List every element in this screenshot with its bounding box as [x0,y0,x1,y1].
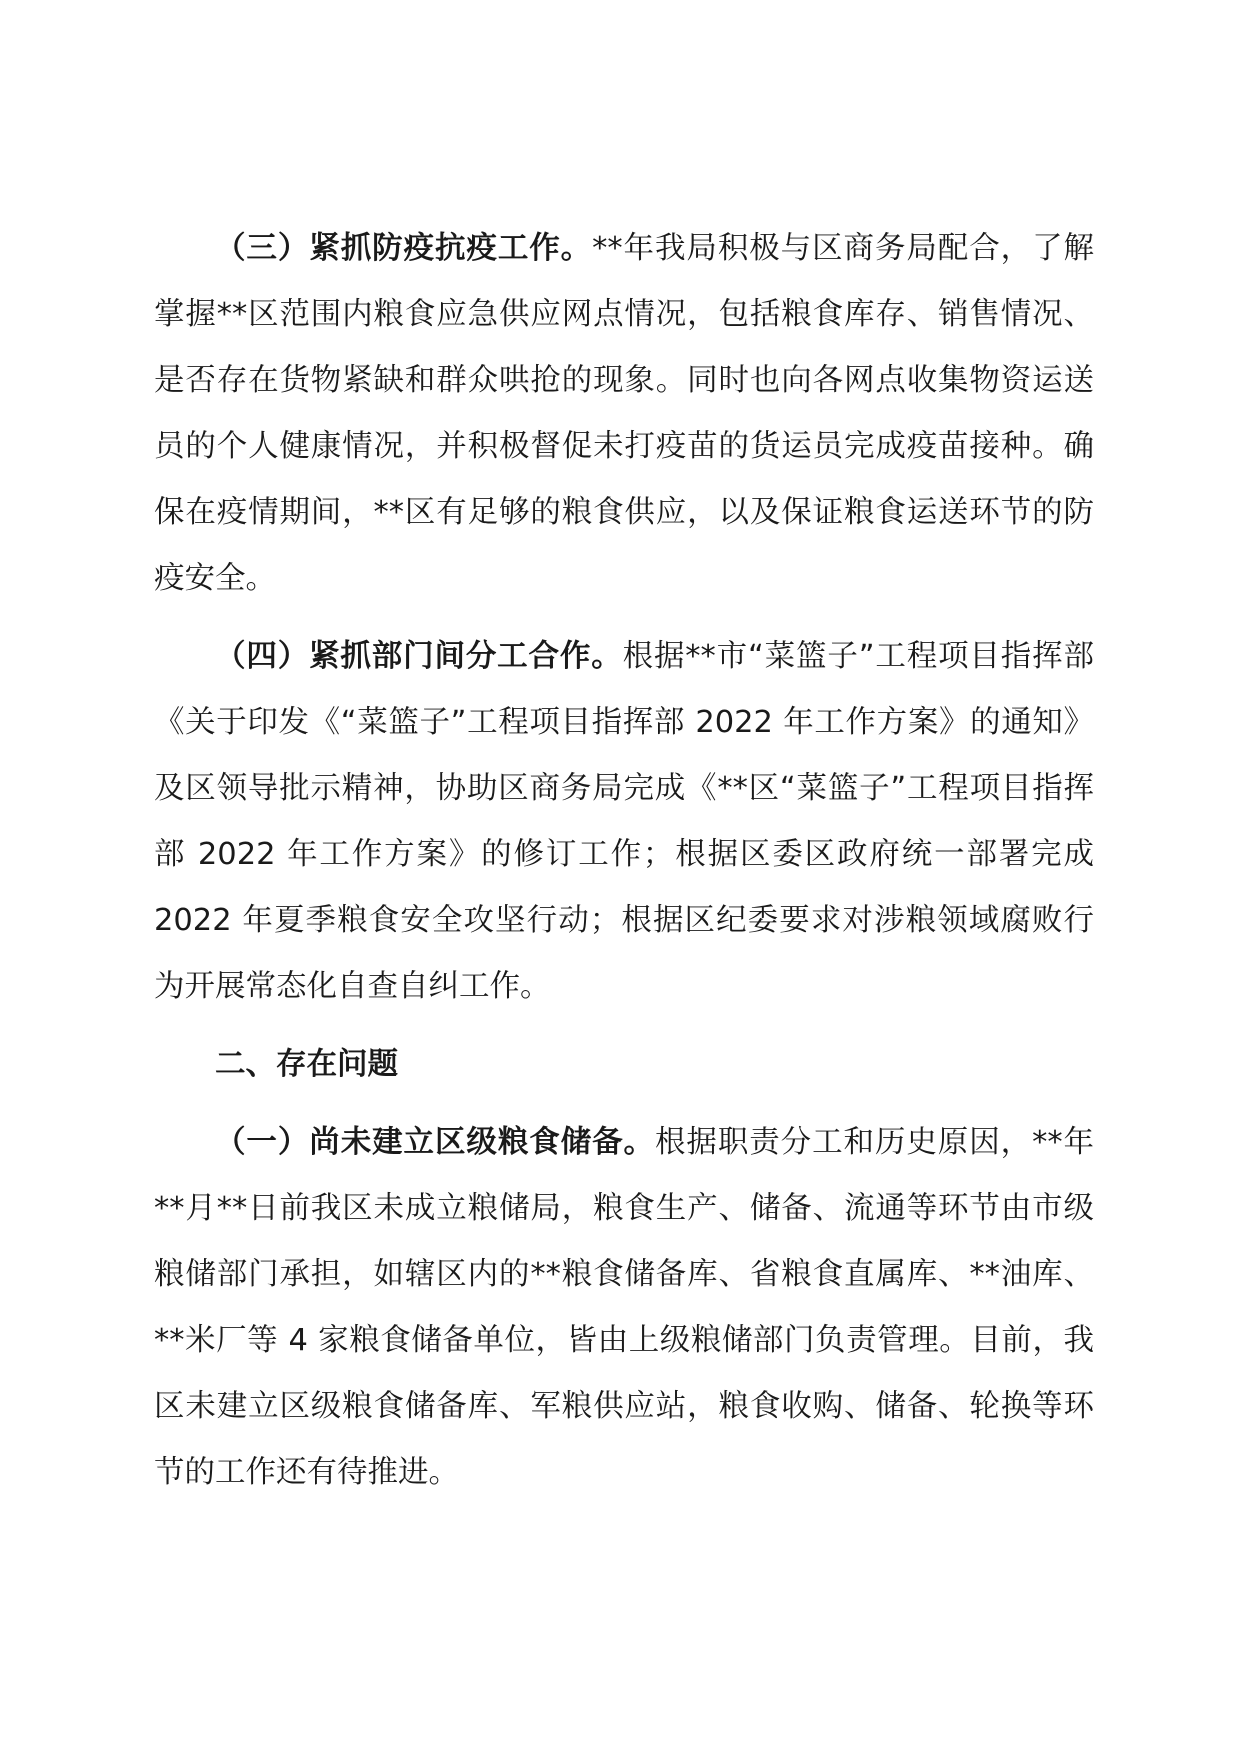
paragraph-body: 根据职责分工和历史原因，**年**月**日前我区未成立粮储局，粮食生产、储备、流通等环节由市级粮储部门承担，如辖区内的**粮食储备库、省粮食直属库、**油库、**米厂等 4 家粮食储备单位，皆由上级粮储部门负责管理。目前，我区未建立区级粮食储备库、军粮供应站，粮食收购、储备、轮换等环节的工作还有待推进。 [154,1125,1095,1490]
paragraph-body: **年我局积极与区商务局配合，了解掌握**区范围内粮食应急供应网点情况，包括粮食库存、销售情况、是否存在货物紧缺和群众哄抢的现象。同时也向各网点收集物资运送员的个人健康情况，并积极督促未打疫苗的货运员完成疫苗接种。确保在疫情期间，**区有足够的粮食供应，以及保证粮食运送环节的防疫安全。 [154,231,1095,596]
paragraph-epidemic-prevention [154,216,1094,612]
paragraph-department-cooperation [154,624,1094,1020]
section-heading-existing-problems: 二、存在问题 [215,1047,398,1082]
paragraph-grain-reserve [154,1110,1094,1506]
paragraph-lead: （一）尚未建立区级粮食储备。 [215,1125,655,1160]
document-page [154,216,1094,1518]
paragraph-lead: （三）紧抓防疫抗疫工作。 [215,231,593,266]
paragraph-lead: （四）紧抓部门间分工合作。 [215,639,623,674]
paragraph-body: 根据**市“菜篮子”工程项目指挥部《关于印发《“菜篮子”工程项目指挥部 2022 年工作方案》的通知》及区领导批示精神，协助区商务局完成《**区“菜篮子”工程项目指挥部 2022 年工作方案》的修订工作；根据区委区政府统一部署完成 2022 年夏季粮食安全攻坚行动；根据区纪委要求对涉粮领域腐败行为开展常态化自查自纠工作。 [154,639,1094,1004]
